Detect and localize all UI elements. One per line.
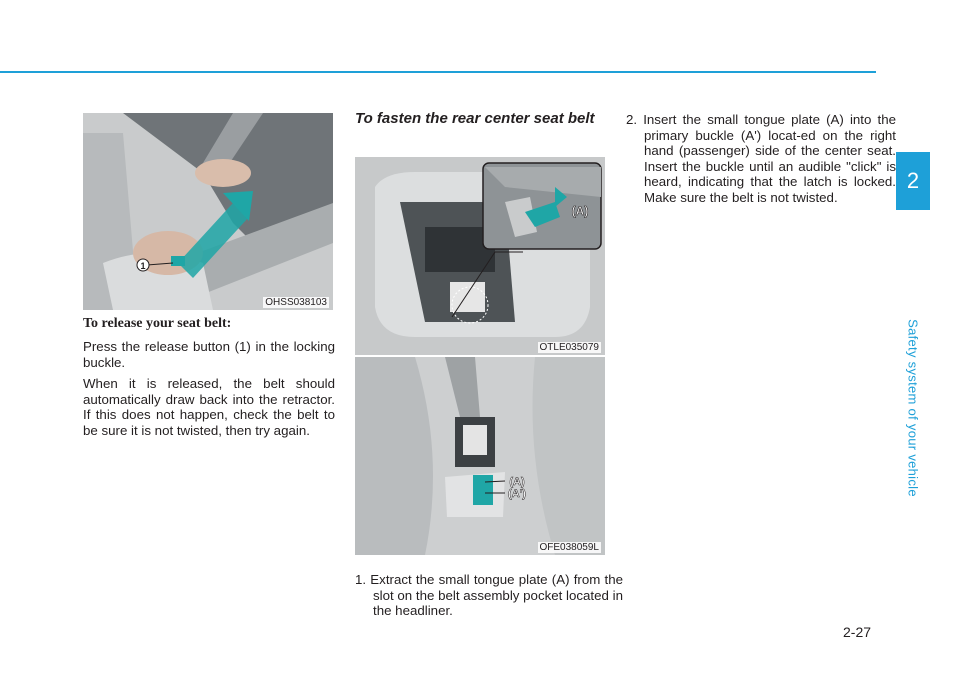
fasten-step-2: 2. Insert the small tongue plate (A) into the primary buckle (A') locat-ed on the right hand (passenger) side of the center seat. Insert the buckle until an audible "click" is heard, indicating that the latch is locked. Make sure the belt is not twisted.: [626, 112, 896, 205]
callout-a: (A): [571, 204, 589, 218]
header-rule: [0, 71, 876, 73]
release-paragraph-2: When it is released, the belt should automatically draw back into the retractor. If this does not happen, check the belt to be sure it is not twisted, then try again.: [83, 376, 335, 438]
figure-code: OFE038059L: [539, 542, 599, 553]
figure-release-buckle: [83, 113, 333, 310]
figure-code: OHSS038103: [265, 297, 327, 308]
release-buckle-illustration: [83, 113, 333, 310]
release-section: [83, 316, 335, 445]
release-subheading: To release your seat belt:: [83, 316, 232, 331]
callout-a: (A): [509, 476, 525, 488]
headliner-pocket-illustration: [355, 157, 605, 355]
chapter-title: Safety system of your vehicle: [905, 319, 921, 497]
fasten-step-1: 1. Extract the small tongue plate (A) from the slot on the belt assembly pocket located in the headliner.: [355, 572, 623, 619]
center-buckle-illustration: [355, 357, 605, 555]
callout-a-prime: (A'): [508, 488, 526, 500]
figure-center-buckle: [355, 357, 605, 555]
callout-1: 1: [140, 261, 146, 271]
chapter-number-tab: 2: [896, 152, 930, 210]
page-number: 2-27: [843, 624, 872, 640]
figure-code: OTLE035079: [539, 342, 599, 353]
fasten-heading: To fasten the rear center seat belt: [355, 110, 595, 127]
release-paragraph-1: Press the release button (1) in the locking buckle.: [83, 339, 335, 370]
figure-headliner-pocket: [355, 157, 605, 355]
